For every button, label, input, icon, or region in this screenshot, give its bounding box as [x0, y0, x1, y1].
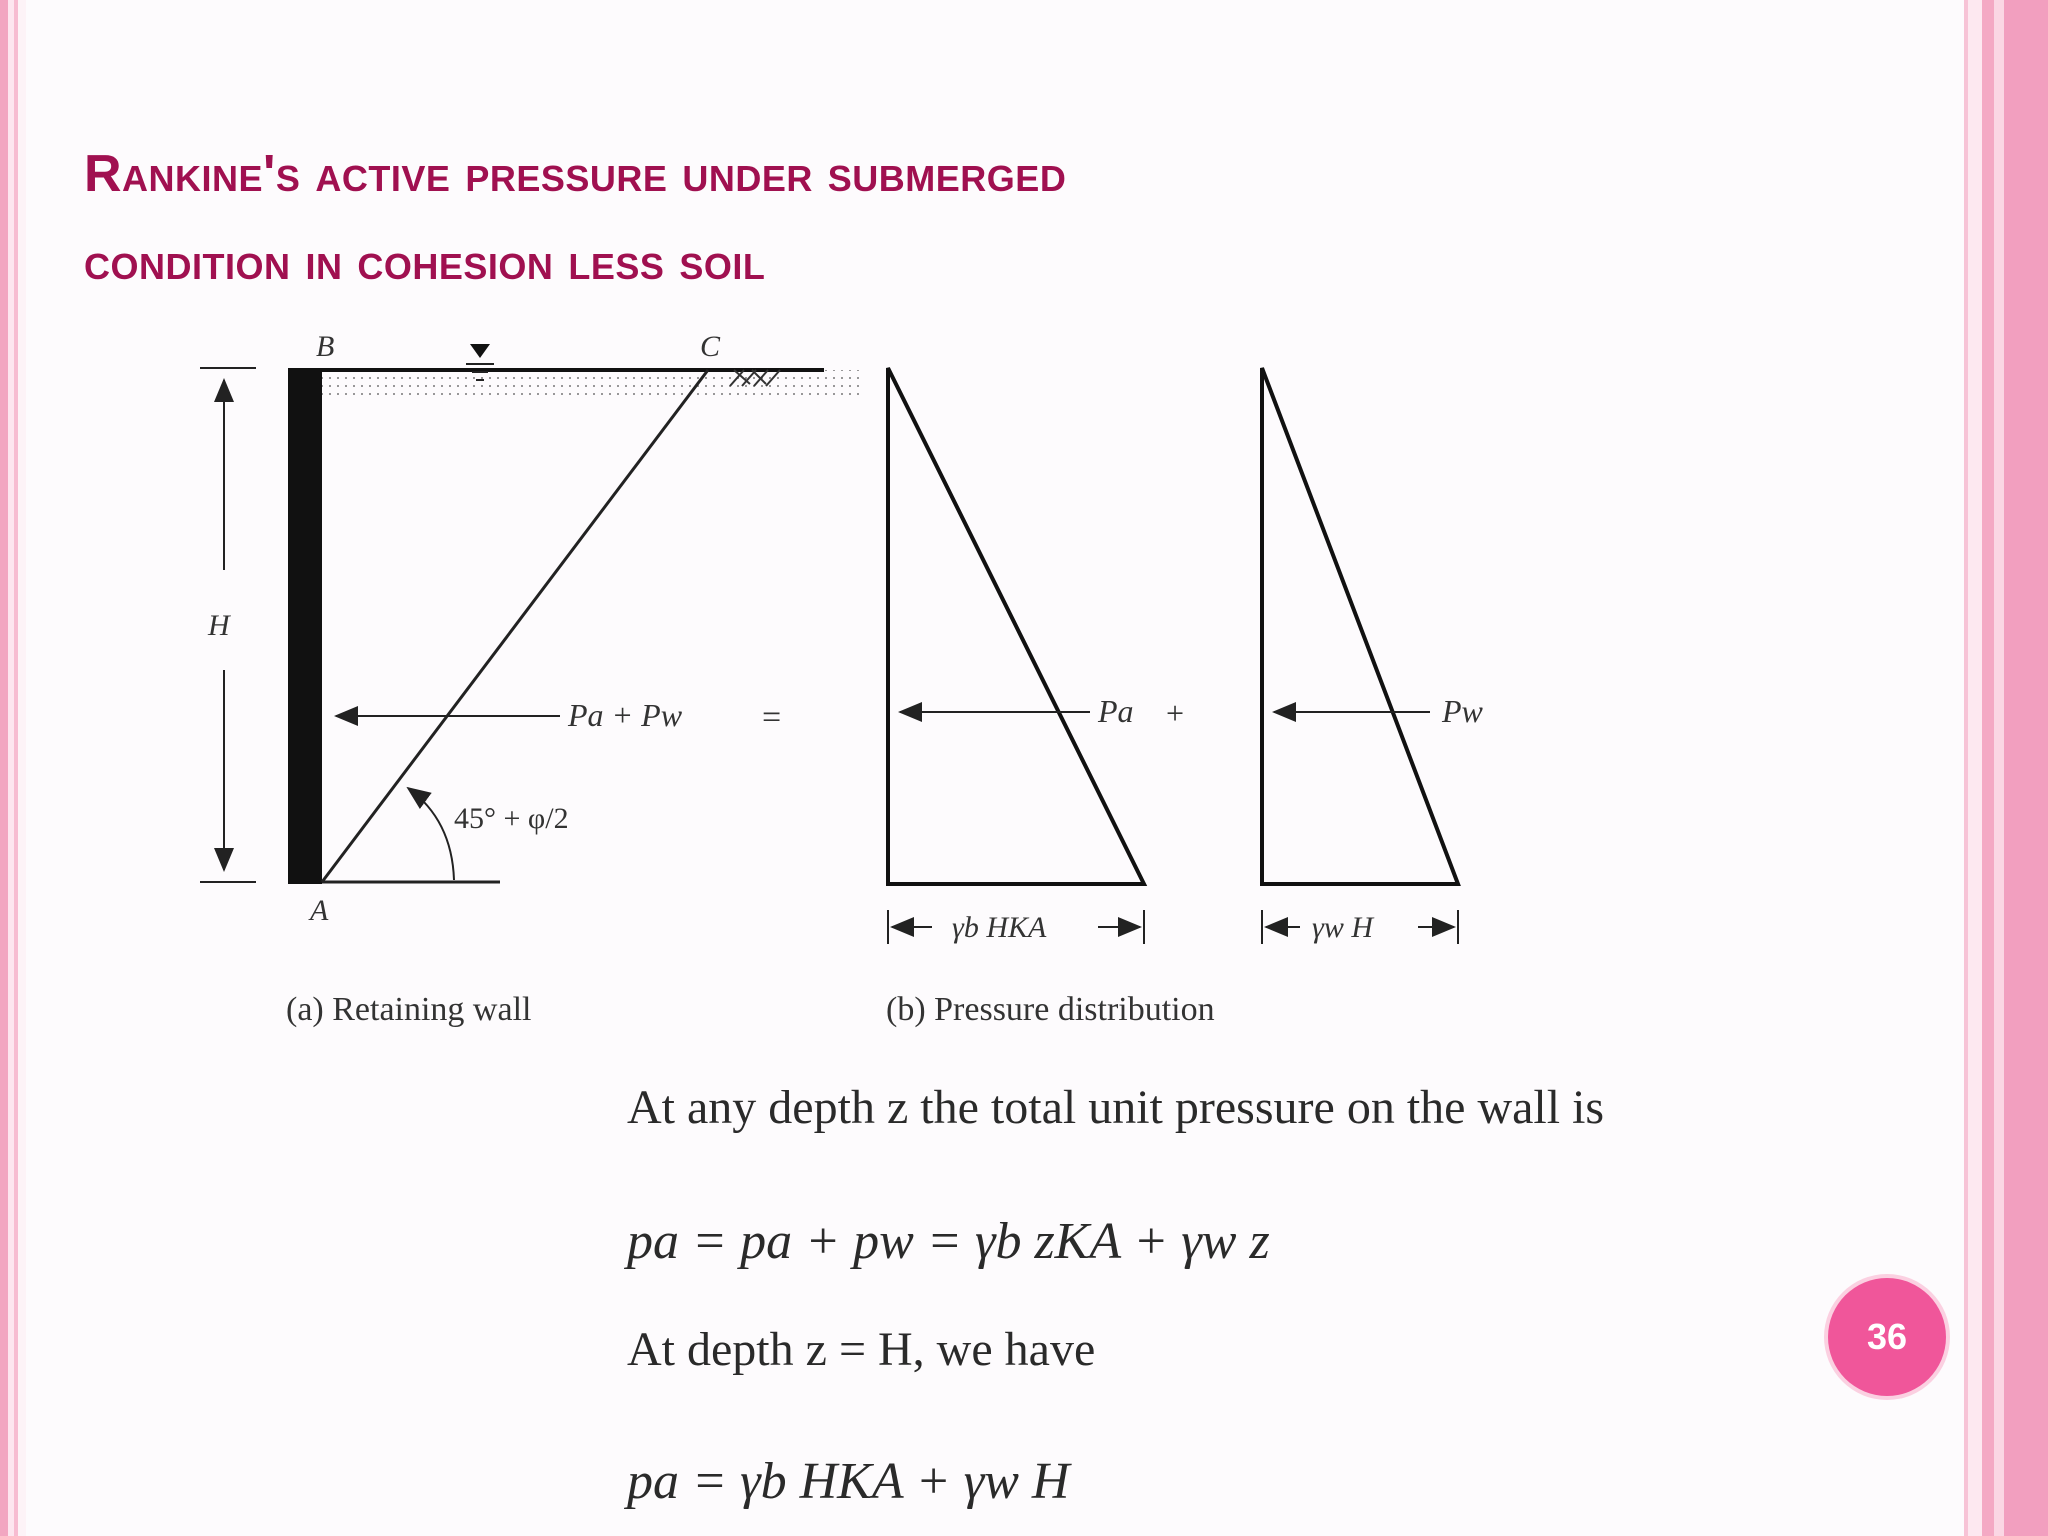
- equation-2: pa = γb HKA + γw H: [627, 1453, 1070, 1510]
- label-C: C: [700, 330, 721, 363]
- caption-a: (a) Retaining wall: [286, 991, 532, 1028]
- label-A: A: [310, 894, 329, 927]
- slide-title-line1: Rankine's active pressure under submerged: [84, 145, 1067, 203]
- retaining-wall-figure: [160, 320, 1520, 1040]
- caption-b: (b) Pressure distribution: [886, 991, 1215, 1028]
- water-dotted-layer: [322, 370, 862, 400]
- left-border-decoration: [0, 0, 26, 1536]
- retaining-wall-diagram: [200, 330, 862, 927]
- label-force-left: Pa + Pw: [568, 697, 683, 733]
- page-number-badge: 36: [1828, 1278, 1946, 1396]
- angle-arc: [408, 788, 454, 880]
- text-line-2: At depth z = H, we have: [627, 1323, 1096, 1376]
- slide-title: [84, 130, 1784, 306]
- label-angle: 45° + φ/2: [454, 802, 569, 835]
- right-border-decoration: [1964, 0, 2048, 1536]
- label-base-right: γw H: [1312, 911, 1373, 944]
- slide-title-line2: condition in cohesion less soil: [84, 233, 766, 291]
- label-B: B: [316, 330, 335, 363]
- label-base-middle: γb HKA: [952, 911, 1047, 944]
- equation-1: pa = pa + pw = γb zKA + γw z: [627, 1213, 1270, 1270]
- label-force-middle: Pa: [1098, 693, 1134, 729]
- water-pressure-triangle: [1262, 368, 1484, 944]
- label-force-right: Pw: [1442, 693, 1483, 729]
- text-line-1: At any depth z the total unit pressure on the wall is: [627, 1081, 1605, 1134]
- label-H: H: [208, 609, 230, 642]
- wall: [288, 368, 322, 884]
- label-equals: =: [762, 699, 782, 736]
- label-plus: +: [1166, 695, 1185, 731]
- soil-pressure-triangle: [888, 368, 1184, 944]
